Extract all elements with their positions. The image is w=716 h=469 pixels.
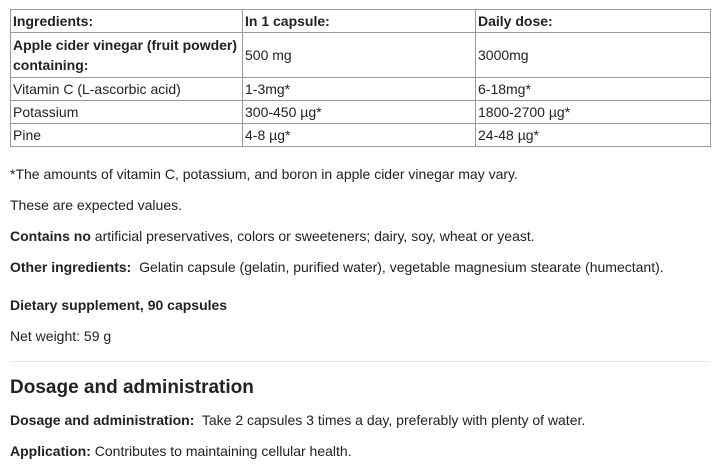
dosage-line <box>10 411 585 429</box>
header-in-capsule: In 1 capsule: <box>243 10 476 33</box>
ingredient-capsule-amount: 4-8 µg* <box>243 124 476 147</box>
contains-no-text: artificial preservatives, colors or sweeteners; dairy, soy, wheat or yeast. <box>90 228 535 244</box>
contains-no-line <box>10 227 535 245</box>
ingredient-name: Pine <box>11 124 243 147</box>
ingredient-daily-amount: 6-18mg* <box>476 78 711 101</box>
application-text: Contributes to maintaining cellular health. <box>90 443 352 459</box>
ingredient-capsule-amount: 300-450 µg* <box>243 101 476 124</box>
header-daily-dose: Daily dose: <box>476 10 711 33</box>
ingredient-daily-amount: 24-48 µg* <box>476 124 711 147</box>
other-ingredients-label: Other ingredients: <box>10 259 132 275</box>
notes-section <box>10 0 710 469</box>
ingredient-capsule-amount: 1-3mg* <box>243 78 476 101</box>
dosage-text: Take 2 capsules 3 times a day, preferably with plenty of water. <box>194 412 586 428</box>
dosage-heading: Dosage and administration <box>10 377 254 398</box>
ingredient-capsule-amount: 500 mg <box>243 33 476 78</box>
ingredient-daily-amount: 1800-2700 µg* <box>476 101 711 124</box>
contains-no-label: Contains no <box>10 228 91 244</box>
ingredient-name: Potassium <box>11 101 243 124</box>
dietary-supplement-text: Dietary supplement, 90 capsules <box>10 297 228 313</box>
header-ingredients: Ingredients: <box>11 10 243 33</box>
ingredient-name: Apple cider vinegar (fruit powder) containing: <box>11 33 243 78</box>
application-line <box>10 442 352 460</box>
ingredient-daily-amount: 3000mg <box>476 33 711 78</box>
other-ingredients-text: Gelatin capsule (gelatin, purified water), vegetable magnesium stearate (humectant). <box>131 259 664 275</box>
footnote-text: *The amounts of vitamin C, potassium, and boron in apple cider vinegar may vary. <box>10 166 518 182</box>
ingredient-name: Vitamin C (L-ascorbic acid) <box>11 78 243 101</box>
expected-values-text: These are expected values. <box>10 197 182 213</box>
section-divider <box>10 361 710 362</box>
application-label: Application: <box>10 443 91 459</box>
net-weight-text: Net weight: 59 g <box>10 328 112 344</box>
dosage-label: Dosage and administration: <box>10 412 195 428</box>
other-ingredients-line <box>10 258 664 276</box>
